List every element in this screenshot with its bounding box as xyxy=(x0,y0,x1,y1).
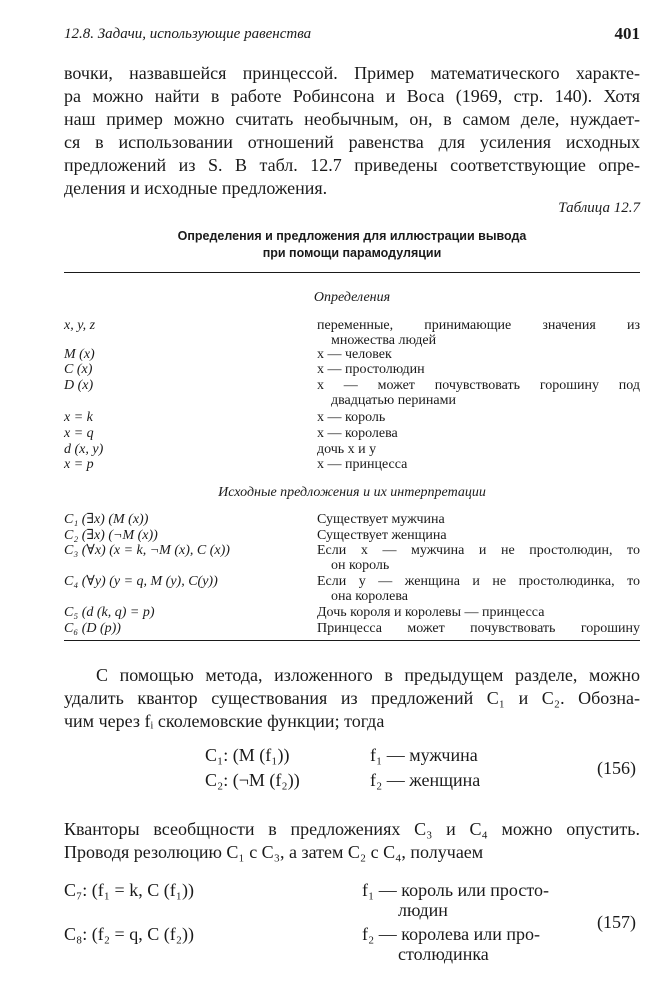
meaning-line: Существует женщина xyxy=(317,528,447,543)
meaning-line: x — королева xyxy=(317,426,398,441)
text-line: чим через fᵢ сколемовские функции; тогда xyxy=(64,711,385,731)
definition-meaning xyxy=(317,318,640,348)
running-head xyxy=(64,24,640,46)
definition-meaning xyxy=(317,362,640,377)
eq157-rhs-2b: столюдинка xyxy=(398,944,489,964)
definition-meaning xyxy=(317,426,640,441)
text-line: ра можно найти в работе Робинсона и Воса (1969, стр. 140). Хотя xyxy=(64,86,640,106)
caption-line: Определения и предложения для иллюстрации вывода xyxy=(177,229,527,243)
table-bottom-rule xyxy=(64,640,640,641)
meaning-line: x — принцесса xyxy=(317,457,408,472)
meaning-line: Если x — мужчина и не простолюдин, то xyxy=(317,543,640,558)
definition-meaning xyxy=(317,347,640,362)
clause-formula: C₅ (d (k, q) = p) xyxy=(64,605,155,620)
definition-symbol: d (x, y) xyxy=(64,442,104,457)
meaning-line: Дочь короля и королевы — принцесса xyxy=(317,605,545,620)
text-line: деления и исходные предложения. xyxy=(64,178,328,198)
clause-formula: C₆ (D (p)) xyxy=(64,621,121,636)
clause-meaning xyxy=(317,574,640,604)
text-line: С помощью метода, изложенного в предыдущем разделе, можно xyxy=(96,665,640,685)
table-caption xyxy=(64,228,640,262)
intro-paragraph xyxy=(64,62,640,200)
eq157-rhs-2a: f₂ — королева или про- xyxy=(362,924,540,944)
definition-symbol: M (x) xyxy=(64,347,95,362)
eq156-lhs-1: C₁: (M (f₁)) xyxy=(205,745,290,765)
definition-symbol: x = p xyxy=(64,457,94,472)
definition-symbol: x = k xyxy=(64,410,93,425)
meaning-line: множества людей xyxy=(331,333,437,348)
definition-meaning xyxy=(317,410,640,425)
clause-meaning xyxy=(317,528,640,543)
clauses-heading: Исходные предложения и их интерпретации xyxy=(218,485,486,500)
clause-meaning xyxy=(317,621,640,636)
caption-line: при помощи парамодуляции xyxy=(262,246,442,260)
meaning-line: x — человек xyxy=(317,347,392,362)
eq156-lhs-2: C₂: (¬M (f₂)) xyxy=(205,770,300,790)
definitions-heading: Определения xyxy=(313,290,391,305)
eq156-rhs-1: f₁ — мужчина xyxy=(370,745,478,765)
page-number: 401 xyxy=(614,24,640,43)
clause-meaning xyxy=(317,605,640,620)
meaning-line: переменные, принимающие значения из xyxy=(317,318,640,333)
clause-meaning xyxy=(317,543,640,573)
table-label: Таблица 12.7 xyxy=(558,200,640,216)
clause-formula: C₁ (∃x) (M (x)) xyxy=(64,512,149,527)
clause-formula: C₂ (∃x) (¬M (x)) xyxy=(64,528,158,543)
meaning-line: она королева xyxy=(331,589,408,604)
clause-formula: C₃ (∀x) (x = k, ¬M (x), C (x)) xyxy=(64,543,230,558)
text-line: удалить квантор существования из предложений C₁ и C₂. Обозна- xyxy=(64,688,640,708)
text-line: Кванторы всеобщности в предложениях C₃ и C₄ можно опустить. xyxy=(64,819,640,839)
definition-symbol: x = q xyxy=(64,426,94,441)
paragraph-3 xyxy=(64,818,640,864)
paragraph-2 xyxy=(64,664,640,733)
text-line: ся в использовании отношений равенства для усиления исходных xyxy=(64,132,640,152)
table-top-rule xyxy=(64,272,640,273)
definition-symbol: x, y, z xyxy=(64,318,96,333)
clause-formula: C₄ (∀y) (y = q, M (y), C(y)) xyxy=(64,574,218,589)
text-line: предложений из S. В табл. 12.7 приведены соответствующие опре- xyxy=(64,155,640,175)
eq157-lhs-1: C₇: (f₁ = k, C (f₁)) xyxy=(64,880,194,900)
definition-symbol: C (x) xyxy=(64,362,93,377)
meaning-line: x — простолюдин xyxy=(317,362,425,377)
meaning-line: Существует мужчина xyxy=(317,512,445,527)
definition-meaning xyxy=(317,378,640,408)
text-line: Проводя резолюцию C₁ с C₃, а затем C₂ с C₄, получаем xyxy=(64,842,484,862)
meaning-line: двадцатью перинами xyxy=(331,393,456,408)
running-head-title: 12.8. Задачи, использующие равенства xyxy=(64,26,312,42)
text-line: наш пример можно считать необычным, он, в самом деле, нуждает- xyxy=(64,109,640,129)
equation-number-157: (157) xyxy=(597,912,636,932)
meaning-line: x — король xyxy=(317,410,386,425)
eq157-lhs-2: C₈: (f₂ = q, C (f₂)) xyxy=(64,924,194,944)
eq157-rhs-1b: людин xyxy=(398,900,448,920)
meaning-line: x — может почувствовать горошину под xyxy=(317,378,640,393)
meaning-line: дочь x и y xyxy=(317,442,377,457)
equation-number-156: (156) xyxy=(597,758,636,778)
definition-meaning xyxy=(317,457,640,472)
definition-symbol: D (x) xyxy=(64,378,94,393)
text-line: вочки, назвавшейся принцессой. Пример математического характе- xyxy=(64,63,640,83)
meaning-line: Принцесса может почувствовать горошину xyxy=(317,621,640,636)
eq157-rhs-1a: f₁ — король или просто- xyxy=(362,880,549,900)
clause-meaning xyxy=(317,512,640,527)
meaning-line: он король xyxy=(331,558,390,573)
definition-meaning xyxy=(317,442,640,457)
meaning-line: Если y — женщина и не простолюдинка, то xyxy=(317,574,640,589)
eq156-rhs-2: f₂ — женщина xyxy=(370,770,481,790)
